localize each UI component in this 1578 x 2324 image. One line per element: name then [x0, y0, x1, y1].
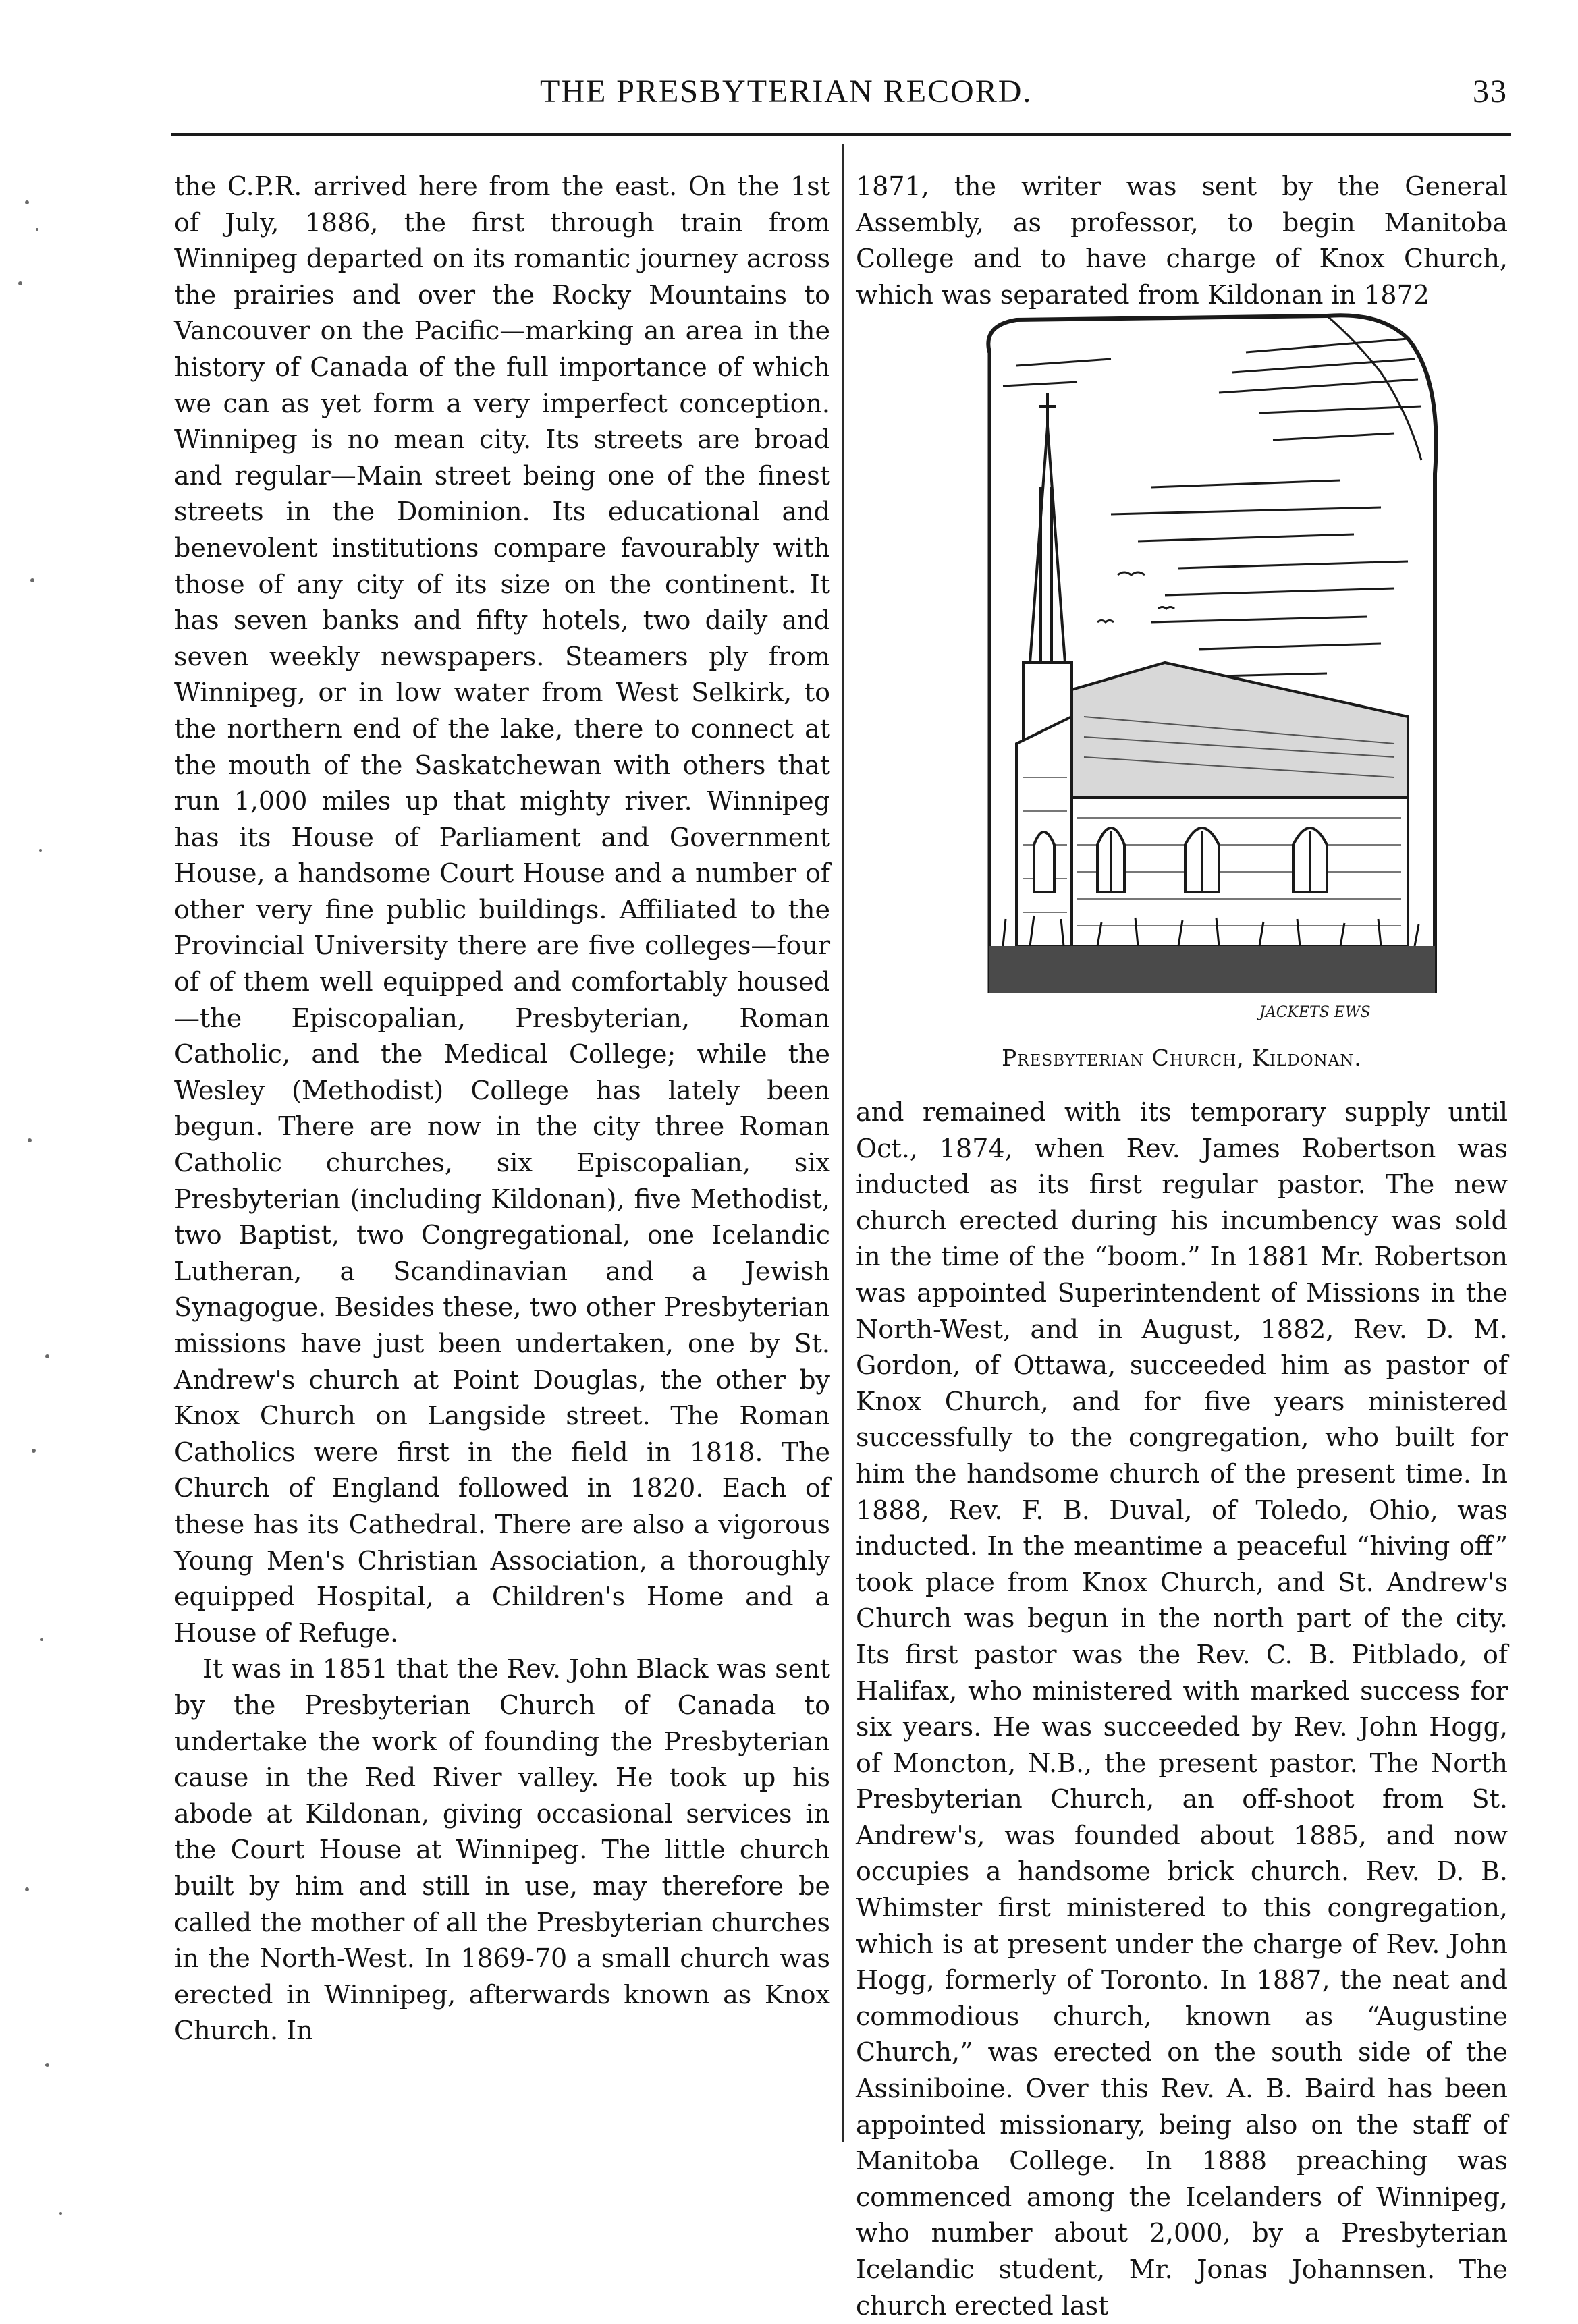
margin-specks: [0, 0, 101, 2275]
artist-signature: JACKETS EWS: [1259, 1004, 1371, 1021]
left-paragraph-1: the C.P.R. arrived here from the east. On the 1st of July, 1886, the first through train from Winnipeg departed on its romantic journey across the prairies and over the Rocky Mountains to Vancouver on the Pacific—marking an area in the history of Canada of the full importance of which we can as yet form a very imperfect conception. Winnipeg is no mean city. Its streets are broad and regular—Main street being one of the finest streets in the Dominion. Its educational and benevolent institutions compare favourably with those of any city of its size on the continent. It has seven banks and fifty hotels, two daily and seven weekly newspapers. Steamers ply from Winnipeg, or in low water from West Selkirk, to the northern end of the lake, there to connect at the mouth of the Saskatchewan with others that run 1,000 miles up that mighty river. Winnipeg has its House of Parliament and Government House, a handsome Court House and a number of other very fine public buildings. Affiliated to the Provincial University there are five colleges—four of of them well equipped and comfortably housed—the Episcopalian, Presbyterian, Roman Catholic, and the Medical College; while the Wesley (Methodist) College has lately been begun. There are now in the city three Roman Catholic churches, six Episcopalian, six Presbyterian (including Kildonan), five Methodist, two Baptist, two Congregational, one Icelandic Lutheran, a Scandinavian and a Jewish Synagogue. Besides these, two other Presbyterian missions have just been undertaken, one by St. Andrew's church at Point Douglas, the other by Knox Church on Langside street. The Roman Catholics were first in the field in 1818. The Church of England followed in 1820. Each of these has its Cathedral. There are also a vigorous Young Men's Christian Association, a thoroughly equipped Hospital, a Children's Home and a House of Refuge.: [174, 171, 830, 1648]
church-illustration: [976, 312, 1442, 1027]
figure-caption: Presbyterian Church, Kildonan.: [1002, 1045, 1362, 1071]
right-paragraph-top: 1871, the writer was sent by the General Assembly, as professor, to begin Manitoba College and to have charge of Knox Church, which was separated from Kildonan in 1872: [856, 171, 1508, 310]
left-paragraph-2: It was in 1851 that the Rev. John Black was sent by the Presbyterian Church of Canada to undertake the work of founding the Presbyterian cause in the Red River valley. He took up his abode at Kildonan, giving occasional services in the Court House at Winnipeg. The little church built by him and still in use, may therefore be called the mother of all the Presbyterian churches in the North-West. In 1869-70 a small church was erected in Winnipeg, afterwards known as Knox Church. In: [174, 1654, 830, 2046]
right-paragraph-bottom: and remained with its temporary supply until Oct., 1874, when Rev. James Robertson was inducted as its first regular pastor. The new church erected during his incumbency was sold in the time of the “boom.” In 1881 Mr. Robertson was appointed Superintendent of Missions in the North-West, and in August, 1882, Rev. D. M. Gordon, of Ottawa, succeeded him as pastor of Knox Church, and for five years ministered successfully to the congregation, who built for him the handsome church of the present time. In 1888, Rev. F. B. Duval, of Toledo, Ohio, was inducted. In the meantime a peaceful “hiving off” took place from Knox Church, and St. Andrew's Church was begun in the north part of the city. Its first pastor was the Rev. C. B. Pitblado, of Halifax, who ministered with marked success for six years. He was succeeded by Rev. John Hogg, of Moncton, N.B., the present pastor. The North Presbyterian Church, an off-shoot from St. Andrew's, was founded about 1885, and now occupies a handsome brick church. Rev. D. B. Whimster first ministered to this congregation, which is at present under the charge of Rev. John Hogg, formerly of Toronto. In 1887, the neat and commodious church, known as “Augustine Church,” was erected on the south side of the Assiniboine. Over this Rev. A. B. Baird has been appointed missionary, being also on the staff of Manitoba College. In 1888 preaching was commenced among the Icelanders of Winnipeg, who number about 2,000, by a Presbyterian Icelandic student, Mr. Jonas Johannsen. The church erected last: [856, 1097, 1508, 2321]
column-divider: [842, 144, 844, 2142]
journal-title: THE PRESBYTERIAN RECORD.: [540, 74, 1033, 109]
right-column-top: [856, 169, 1508, 313]
right-column-bottom: [856, 1095, 1508, 2324]
running-head: [175, 69, 1512, 116]
header-rule: [171, 133, 1511, 136]
left-column: [174, 169, 830, 2049]
page-number: 33: [1473, 74, 1508, 109]
